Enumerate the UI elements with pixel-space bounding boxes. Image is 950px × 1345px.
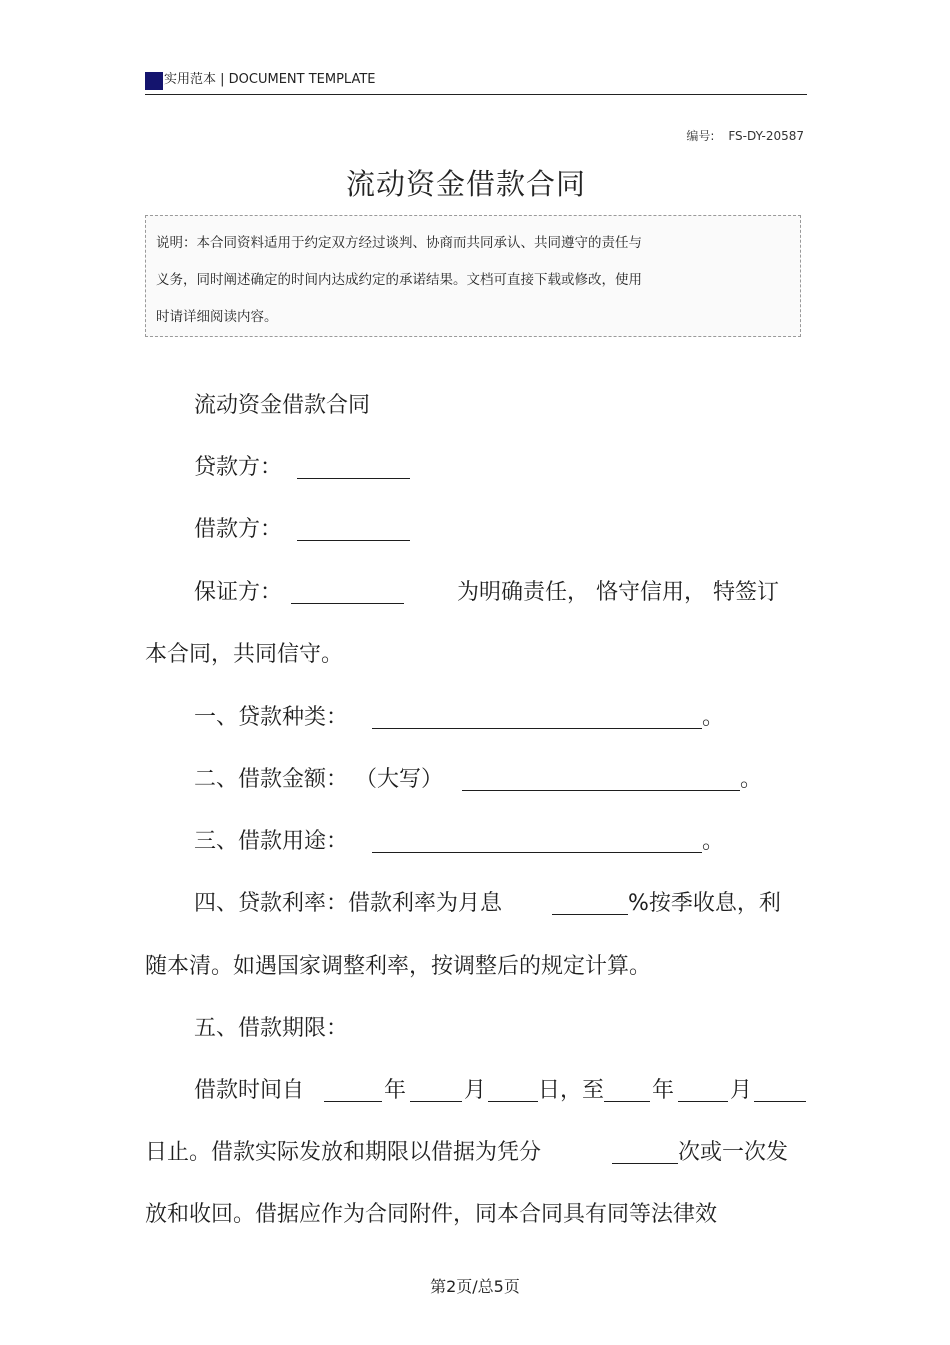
item-4-blank bbox=[552, 890, 628, 915]
document-number-label: 编号: bbox=[686, 129, 715, 143]
term-start-month-blank bbox=[410, 1077, 462, 1102]
term-year-2: 年 bbox=[652, 1078, 675, 1103]
page-footer: 第2页/总5页 bbox=[430, 1277, 520, 1296]
item-1-blank bbox=[372, 704, 702, 729]
guarantor-continuation: 本合同，共同信守。 bbox=[145, 642, 344, 667]
guarantor-row bbox=[194, 579, 804, 607]
item-1-end: 。 bbox=[702, 705, 725, 730]
contract-heading: 流动资金借款合同 bbox=[194, 393, 371, 418]
lender-label: 贷款方： bbox=[194, 455, 283, 480]
term-end-day-blank bbox=[754, 1077, 806, 1102]
term-line-2-tail: 次或一次发 bbox=[678, 1140, 789, 1165]
item-2-end: 。 bbox=[740, 767, 763, 792]
guarantor-blank bbox=[291, 579, 404, 604]
document-number bbox=[686, 127, 804, 144]
description-line-1: 说明：本合同资料适用于约定双方经过谈判、协商而共同承认、共同遵守的责任与 bbox=[156, 235, 642, 251]
item-3-end: 。 bbox=[702, 829, 725, 854]
document-title: 流动资金借款合同 bbox=[345, 167, 586, 201]
lender-blank bbox=[297, 454, 410, 479]
term-start-year-blank bbox=[324, 1077, 382, 1102]
term-end-month-blank bbox=[678, 1077, 728, 1102]
item-4-label: 四、贷款利率：借款利率为月息 bbox=[194, 891, 503, 916]
item-4-row bbox=[194, 890, 804, 918]
term-month-2: 月 bbox=[730, 1078, 753, 1103]
term-month-1: 月 bbox=[464, 1078, 487, 1103]
item-3-row bbox=[194, 828, 734, 856]
page-header bbox=[145, 70, 807, 95]
guarantor-tail-text: 为明确责任， 恪守信用， 特签订 bbox=[457, 580, 779, 605]
item-3-blank bbox=[372, 828, 702, 853]
term-row-2 bbox=[145, 1139, 805, 1167]
term-end-year-blank bbox=[604, 1077, 650, 1102]
description-line-2: 义务，同时阐述确定的时间内达成约定的承诺结果。文档可直接下载或修改，使用 bbox=[156, 272, 642, 288]
term-row-1 bbox=[194, 1077, 808, 1105]
item-2-label: 二、借款金额： （大写） bbox=[194, 767, 443, 792]
term-start-text: 借款时间自 bbox=[194, 1078, 305, 1103]
item-2-blank bbox=[462, 766, 740, 791]
borrower-label: 借款方： bbox=[194, 517, 283, 542]
item-4-tail: %按季收息，利 bbox=[628, 891, 781, 916]
item-5-label: 五、借款期限： bbox=[194, 1016, 349, 1041]
borrower-row bbox=[194, 516, 424, 544]
term-day-1: 日，至 bbox=[538, 1078, 605, 1103]
term-year-1: 年 bbox=[384, 1078, 407, 1103]
term-start-day-blank bbox=[488, 1077, 538, 1102]
header-brand-text: 实用范本 | DOCUMENT TEMPLATE bbox=[164, 72, 376, 87]
borrower-blank bbox=[297, 516, 410, 541]
term-row-3: 放和收回。借据应作为合同附件，同本合同具有同等法律效 bbox=[145, 1202, 718, 1227]
item-2-row bbox=[194, 766, 774, 794]
item-1-row bbox=[194, 704, 734, 732]
guarantor-label: 保证方： bbox=[194, 580, 283, 605]
item-1-label: 一、贷款种类： bbox=[194, 705, 349, 730]
term-installments-blank bbox=[612, 1139, 678, 1164]
brand-square-icon bbox=[145, 72, 163, 90]
description-box bbox=[145, 215, 801, 337]
term-line-2-text: 日止。借款实际发放和期限以借据为凭分 bbox=[145, 1140, 542, 1165]
item-3-label: 三、借款用途： bbox=[194, 829, 349, 854]
lender-row bbox=[194, 454, 424, 482]
description-line-3: 时请详细阅读内容。 bbox=[156, 309, 278, 325]
document-number-code: FS-DY-20587 bbox=[728, 129, 804, 143]
item-4-continuation: 随本清。如遇国家调整利率，按调整后的规定计算。 bbox=[145, 954, 652, 979]
